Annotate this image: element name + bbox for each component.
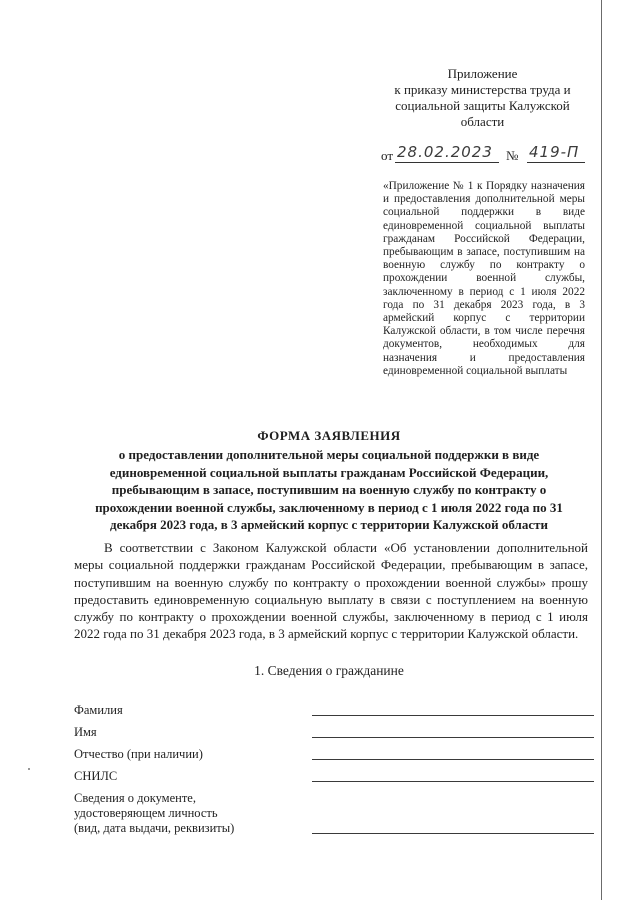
appendix-line-3: социальной защиты Калужской	[395, 98, 570, 113]
field-label-doc-line-1: Сведения о документе,	[74, 791, 196, 805]
field-row-identity-document	[74, 786, 594, 836]
form-title: ФОРМА ЗАЯВЛЕНИЯ	[257, 428, 401, 443]
appendix-line-2: к приказу министерства труда и	[394, 82, 571, 97]
field-input-line-surname[interactable]	[312, 715, 594, 716]
form-subtitle: о предоставлении дополнительной меры социальной поддержки в виде единовременной социальной выплаты гражданам Российской Федерации, пребывающим в запасе, поступившим на военную службу по контракту о прохождении военной службы, заключенному в период с 1 июля 2022 года по 31 декабря 2023 года, в 3 армейский корпус с территории Калужской области	[95, 447, 563, 532]
field-label-identity-document	[74, 791, 234, 836]
order-date-number	[381, 144, 586, 168]
page-edge-line	[601, 0, 602, 900]
order-number-handwritten: 419-П	[529, 143, 580, 161]
field-input-line-identity-document[interactable]	[312, 833, 594, 834]
order-number-label: №	[506, 148, 519, 163]
order-number-underline	[527, 162, 585, 163]
field-row-surname	[74, 700, 594, 718]
field-input-line-snils[interactable]	[312, 781, 594, 782]
field-label-name: Имя	[74, 725, 97, 739]
field-label-surname: Фамилия	[74, 703, 123, 717]
field-label-patronymic: Отчество (при наличии)	[74, 747, 203, 761]
order-date-label: от	[381, 148, 394, 163]
field-input-line-name[interactable]	[312, 737, 594, 738]
appendix-reference-block: «Приложение № 1 к Порядку назначения и предоставления дополнительной меры социальной поддержки в виде единовременной социальной выплаты гражданам Российской Федерации, пребывающим в запасе, поступившим на военную службу по контракту о прохождении военной службы, заключенному в период с 1 июля 2022 года по 31 декабря 2023 года, в 3 армейский корпус с территории Калужской области, в том числе перечня документов, необходимых для назначения и предоставления единовременной социальной выплаты	[383, 180, 585, 377]
field-label-doc-line-3: (вид, дата выдачи, реквизиты)	[74, 821, 235, 835]
field-row-patronymic	[74, 744, 594, 762]
order-date-underline	[395, 162, 499, 163]
scan-speck	[28, 768, 30, 770]
section-heading: 1. Сведения о гражданине	[254, 663, 404, 678]
field-label-doc-line-2: удостоверяющем личность	[74, 806, 218, 820]
field-row-name	[74, 722, 594, 740]
field-label-snils: СНИЛС	[74, 769, 118, 783]
field-input-line-patronymic[interactable]	[312, 759, 594, 760]
field-row-snils	[74, 766, 594, 784]
appendix-line-4: области	[460, 114, 505, 129]
appendix-line-1: Приложение	[447, 66, 518, 81]
order-date-handwritten: 28.02.2023	[397, 143, 493, 161]
appendix-header	[380, 66, 585, 130]
body-paragraph: В соответствии с Законом Калужской области «Об установлении дополнительной меры социальной поддержки гражданам Российской Федерации, пребывающим в запасе, поступившим на военную службу по контракту о прохождении военной службы» прошу предоставить единовременную социальную выплату в связи с поступлением на военную службу по контракту о прохождении военной службы, заключенному в период с 1 июля 2022 года по 31 декабря 2023 года, в 3 армейский корпус с территории Калужской области.	[74, 540, 588, 642]
